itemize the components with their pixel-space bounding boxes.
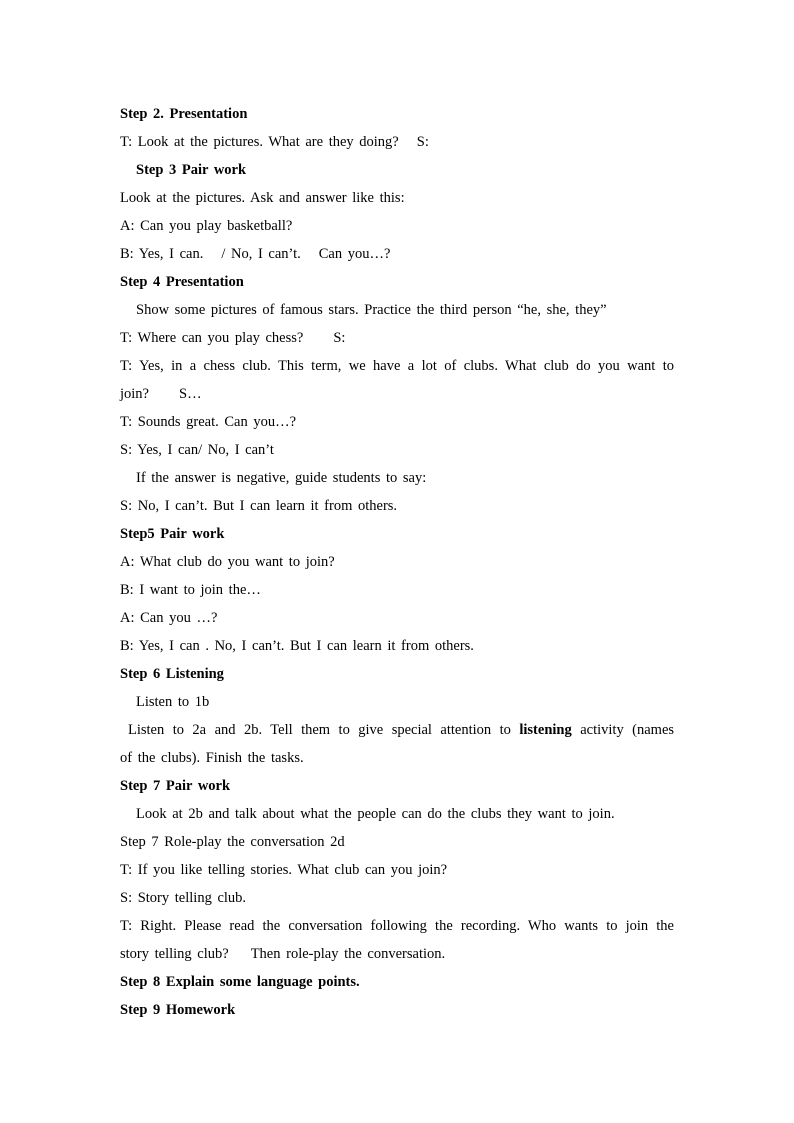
step4-heading: Step 4 Presentation: [120, 274, 244, 290]
step4-student-answer: S:: [333, 330, 346, 346]
step6-listen-2a-cont: of the clubs). Finish the tasks.: [120, 750, 304, 766]
step9-heading: Step 9 Homework: [120, 1002, 236, 1018]
step4-teacher-question: T: Where can you play chess?: [120, 330, 304, 346]
step4-teacher-line-3: T: Sounds great. Can you…?: [120, 414, 297, 430]
step7-teacher-line-1: T: If you like telling stories. What club can you join?: [120, 862, 448, 878]
step3-answer-ask: Can you…?: [318, 246, 391, 262]
step2-teacher-line: [120, 128, 674, 156]
step7-teacher-line-2-cont: [120, 940, 674, 968]
step4-student-line-3: S: Yes, I can/ No, I can’t: [120, 442, 274, 458]
step7-story-club: story telling club?: [120, 946, 229, 962]
document-page: [120, 100, 674, 1024]
step3-instruction: Look at the pictures. Ask and answer like this:: [120, 190, 405, 206]
step6-listen-2a-pre: Listen to 2a and 2b. Tell them to give special attention to: [128, 722, 511, 738]
step5-answer-1: B: I want to join the…: [120, 582, 261, 598]
step4-show-pictures: Show some pictures of famous stars. Practice the third person “he, she, they”: [136, 302, 607, 318]
step6-listen-2a: [120, 716, 674, 744]
step3-answer-yes: B: Yes, I can.: [120, 246, 204, 262]
step4-student-ellipsis: S…: [179, 386, 202, 402]
step8-heading: Step 8 Explain some language points.: [120, 974, 360, 990]
step7-look: Look at 2b and talk about what the people can do the clubs they want to join.: [136, 806, 615, 822]
step4-join-text: join?: [120, 386, 149, 402]
step4-negative-guide: If the answer is negative, guide students to say:: [136, 470, 427, 486]
step5-question-2: A: Can you …?: [120, 610, 218, 626]
step5-heading: Step5 Pair work: [120, 526, 225, 542]
step2-student-text: S:: [416, 134, 429, 150]
step3-answer-line: [120, 240, 674, 268]
step3-question: A: Can you play basketball?: [120, 218, 293, 234]
step7-teacher-line-2: T: Right. Please read the conversation following the recording. Who wants to join the: [120, 918, 674, 934]
step2-heading: Step 2. Presentation: [120, 106, 248, 122]
step4-teacher-line-1: [120, 324, 674, 352]
step7-roleplay: Then role-play the conversation.: [250, 946, 446, 962]
step2-teacher-text: T: Look at the pictures. What are they doing?: [120, 134, 399, 150]
step3-heading: Step 3 Pair work: [136, 162, 247, 178]
step6-listening-bold: listening: [519, 722, 572, 738]
step7-student-line-1: S: Story telling club.: [120, 890, 247, 906]
step6-listen-1b: Listen to 1b: [136, 694, 210, 710]
step6-listen-2a-post: activity (names: [580, 722, 675, 738]
step7-heading: Step 7 Pair work: [120, 778, 231, 794]
step5-answer-2: B: Yes, I can . No, I can’t. But I can learn it from others.: [120, 638, 474, 654]
step3-answer-no: / No, I can’t.: [221, 246, 301, 262]
step5-question-1: A: What club do you want to join?: [120, 554, 335, 570]
step4-student-line-4: S: No, I can’t. But I can learn it from others.: [120, 498, 398, 514]
step4-teacher-line-2-cont: [120, 380, 674, 408]
step4-teacher-line-2: T: Yes, in a chess club. This term, we have a lot of clubs. What club do you want to: [120, 358, 674, 374]
step6-heading: Step 6 Listening: [120, 666, 224, 682]
step7-roleplay-heading: Step 7 Role-play the conversation 2d: [120, 834, 345, 850]
